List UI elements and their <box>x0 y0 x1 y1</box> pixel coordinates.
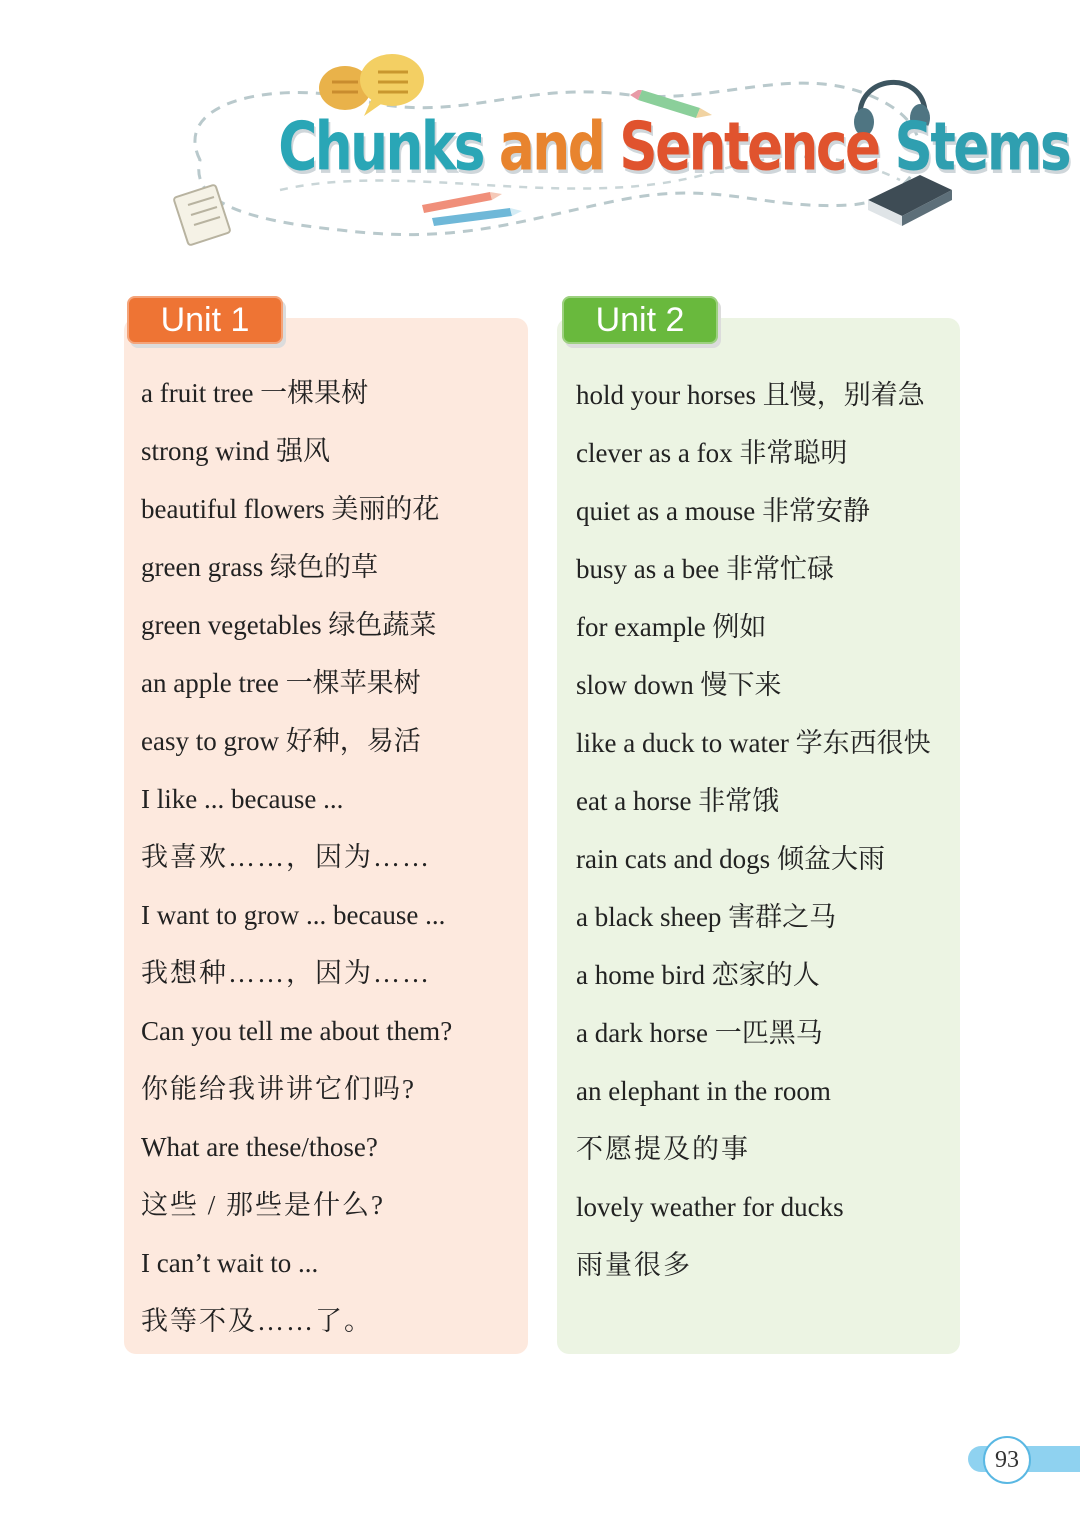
page-number: 93 <box>983 1436 1031 1484</box>
title-part: and <box>498 107 620 186</box>
notepad-icon <box>173 184 230 245</box>
list-item: a dark horse 一匹黑马 <box>576 1018 823 1048</box>
list-item: I like ... because ... <box>141 784 344 814</box>
list-item: slow down 慢下来 <box>576 670 782 700</box>
list-item: hold your horses 且慢，别着急 <box>576 380 925 410</box>
list-item: 这些 / 那些是什么? <box>141 1190 385 1220</box>
list-item: easy to grow 好种，易活 <box>141 726 421 756</box>
list-item: a home bird 恋家的人 <box>576 960 820 990</box>
unit-1-tab: Unit 1 <box>127 296 283 344</box>
unit-2-list <box>576 372 966 1300</box>
crayons-icon <box>422 192 522 226</box>
unit-1-list <box>141 370 526 1356</box>
unit-2-tab: Unit 2 <box>562 296 718 344</box>
list-item: a fruit tree 一棵果树 <box>141 378 369 408</box>
list-item: busy as a bee 非常忙碌 <box>576 554 834 584</box>
list-item: 我喜欢……，因为…… <box>141 842 431 872</box>
list-item: 我想种……，因为…… <box>141 958 431 988</box>
list-item: like a duck to water 学东西很快 <box>576 728 931 758</box>
list-item: beautiful flowers 美丽的花 <box>141 494 440 524</box>
title-part: Stems <box>894 107 1069 186</box>
title-part: Sentence <box>619 107 895 186</box>
list-item: strong wind 强风 <box>141 436 330 466</box>
list-item: 我等不及……了。 <box>141 1306 373 1336</box>
title-part: Chunks <box>278 107 499 186</box>
list-item: 雨量很多 <box>576 1250 692 1280</box>
list-item: clever as a fox 非常聪明 <box>576 438 848 468</box>
list-item: 不愿提及的事 <box>576 1134 750 1164</box>
list-item: I want to grow ... because ... <box>141 900 446 930</box>
list-item: an apple tree 一棵苹果树 <box>141 668 421 698</box>
title-banner <box>160 40 1069 260</box>
list-item: quiet as a mouse 非常安静 <box>576 496 870 526</box>
page-title <box>278 107 1069 186</box>
list-item: What are these/those? <box>141 1132 378 1162</box>
list-item: lovely weather for ducks <box>576 1192 844 1222</box>
list-item: 你能给我讲讲它们吗? <box>141 1074 416 1104</box>
list-item: a black sheep 害群之马 <box>576 902 837 932</box>
list-item: for example 例如 <box>576 612 767 642</box>
list-item: Can you tell me about them? <box>141 1016 453 1046</box>
list-item: green vegetables 绿色蔬菜 <box>141 610 437 640</box>
list-item: eat a horse 非常饿 <box>576 786 780 816</box>
list-item: an elephant in the room <box>576 1076 831 1106</box>
list-item: green grass 绿色的草 <box>141 552 378 582</box>
list-item: I can’t wait to ... <box>141 1248 319 1278</box>
list-item: rain cats and dogs 倾盆大雨 <box>576 844 885 874</box>
